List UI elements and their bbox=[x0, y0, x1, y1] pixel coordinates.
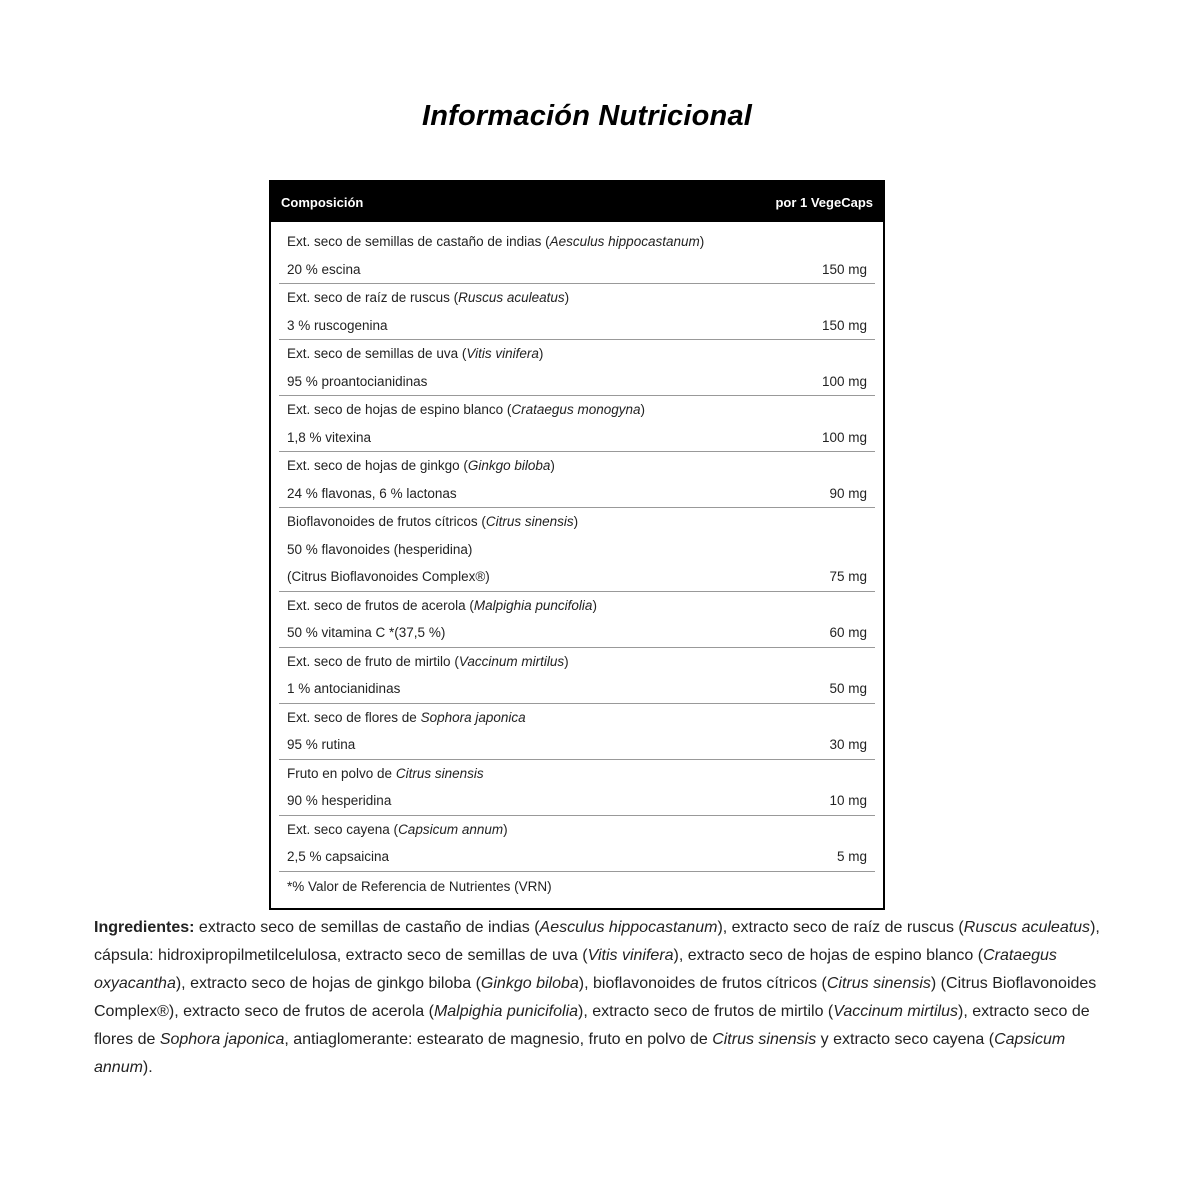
label-text: 24 % flavonas, 6 % lactonas bbox=[287, 485, 457, 501]
table-row-line bbox=[279, 704, 875, 732]
latin-name: Crataegus oxyacantha bbox=[94, 947, 1057, 992]
ingredients-text: ), bioflavonoides de frutos cítricos ( bbox=[578, 975, 827, 992]
table-row-line bbox=[279, 368, 875, 396]
ingredients-label: Ingredientes: bbox=[94, 919, 195, 936]
label-text: 50 % flavonoides (hesperidina) bbox=[287, 541, 473, 557]
latin-name: Capsicum annum bbox=[94, 1031, 1066, 1076]
table-row-line bbox=[279, 284, 875, 312]
label-text: 1,8 % vitexina bbox=[287, 429, 372, 445]
label-text: ) bbox=[503, 821, 508, 837]
table-row-line bbox=[279, 228, 875, 256]
label-text: Ext. seco de flores de bbox=[287, 709, 421, 725]
label-text: ) bbox=[699, 234, 705, 250]
label-text: 2,5 % capsaicina bbox=[287, 849, 390, 865]
latin-name: Ginkgo biloba bbox=[480, 975, 579, 992]
label-text: ) bbox=[573, 514, 579, 530]
label-text: ) bbox=[640, 402, 645, 418]
ingredient-label bbox=[287, 598, 597, 613]
label-text: 95 % rutina bbox=[287, 737, 356, 753]
label-text: ) bbox=[592, 597, 597, 613]
table-row-line bbox=[279, 508, 875, 536]
ingredient-label bbox=[287, 822, 508, 837]
page-title: Información Nutricional bbox=[421, 100, 753, 132]
ingredient-label bbox=[287, 346, 543, 361]
ingredients-text: ), extracto seco de frutos de mirtilo ( bbox=[578, 1003, 834, 1020]
amount-value: 100 mg bbox=[821, 373, 867, 389]
per-unit-header: por 1 VegeCaps bbox=[775, 194, 873, 210]
ingredient-label bbox=[287, 486, 457, 501]
table-row-line bbox=[279, 536, 875, 564]
label-text: Ext. seco de raíz de ruscus ( bbox=[287, 290, 459, 306]
label-text: Ext. seco de semillas de uva ( bbox=[287, 346, 467, 362]
latin-name: Aesculus hippocastanum bbox=[539, 919, 718, 936]
table-row bbox=[279, 340, 875, 396]
table-row bbox=[279, 704, 875, 760]
ingredient-label bbox=[287, 681, 400, 696]
latin-name: Sophora japonica bbox=[420, 709, 526, 725]
table-row-line bbox=[279, 731, 875, 759]
amount-value: 150 mg bbox=[821, 261, 867, 277]
ingredient-label bbox=[287, 514, 578, 529]
latin-name: Sophora japonica bbox=[159, 1031, 285, 1048]
label-text: 95 % proantocianidinas bbox=[287, 373, 428, 389]
table-row-line bbox=[279, 256, 875, 284]
table-row-line bbox=[279, 452, 875, 480]
table-row-line bbox=[279, 760, 875, 788]
label-text: Ext. seco de hojas de ginkgo ( bbox=[287, 458, 468, 474]
latin-name: Ruscus aculeatus bbox=[963, 919, 1091, 936]
amount-value: 50 mg bbox=[829, 681, 867, 697]
label-text: Ext. seco de fruto de mirtilo ( bbox=[287, 653, 459, 669]
label-text: 50 % vitamina C *(37,5 %) bbox=[287, 625, 446, 641]
latin-name: Vaccinum mirtilus bbox=[458, 653, 565, 669]
ingredient-label bbox=[287, 625, 445, 640]
table-body bbox=[271, 222, 883, 872]
ingredient-label bbox=[287, 766, 484, 781]
latin-name: Vaccinum mirtilus bbox=[833, 1003, 958, 1020]
label-text: ) bbox=[550, 458, 555, 474]
ingredient-label bbox=[287, 849, 389, 864]
ingredient-label bbox=[287, 654, 569, 669]
label-text: Ext. seco de semillas de castaño de indias ( bbox=[287, 234, 550, 250]
latin-name: Vitis vinifera bbox=[587, 947, 674, 964]
ingredient-label bbox=[287, 458, 555, 473]
label-text: 20 % escina bbox=[287, 261, 361, 277]
ingredient-label bbox=[287, 262, 361, 277]
ingredients-text: extracto seco de semillas de castaño de indias ( bbox=[198, 919, 540, 936]
label-text: ) bbox=[538, 346, 544, 362]
table-row-line bbox=[279, 787, 875, 815]
table-row-line bbox=[279, 592, 875, 620]
table-row-line bbox=[279, 563, 875, 591]
latin-name: Aesculus hippocastanum bbox=[549, 234, 700, 250]
amount-value: 10 mg bbox=[829, 793, 867, 809]
latin-name: Crataegus monogyna bbox=[511, 402, 641, 418]
ingredients-text: ), extracto seco de hojas de ginkgo biloba ( bbox=[175, 975, 481, 992]
ingredient-label bbox=[287, 710, 526, 725]
label-text: 90 % hesperidina bbox=[287, 793, 392, 809]
latin-name: Citrus sinensis bbox=[485, 514, 574, 530]
table-row bbox=[279, 648, 875, 704]
label-text: (Citrus Bioflavonoides Complex®) bbox=[287, 569, 490, 585]
table-row-line bbox=[279, 340, 875, 368]
amount-value: 150 mg bbox=[821, 317, 867, 333]
table-footnote: *% Valor de Referencia de Nutrientes (VRN) bbox=[287, 879, 552, 894]
ingredient-label bbox=[287, 402, 645, 417]
latin-name: Citrus sinensis bbox=[826, 975, 931, 992]
latin-name: Ruscus aculeatus bbox=[458, 290, 565, 306]
ingredient-label bbox=[287, 569, 490, 584]
table-row-line bbox=[279, 480, 875, 508]
label-text: ) bbox=[564, 290, 570, 306]
latin-name: Citrus sinensis bbox=[712, 1031, 817, 1048]
table-header bbox=[271, 182, 883, 222]
table-row-line bbox=[279, 675, 875, 703]
label-text: 1 % antocianidinas bbox=[287, 681, 401, 697]
amount-value: 100 mg bbox=[821, 429, 867, 445]
ingredient-label bbox=[287, 374, 427, 389]
table-row-line bbox=[279, 424, 875, 452]
ingredients-text: ), extracto seco de hojas de espino blanco ( bbox=[673, 947, 984, 964]
table-row bbox=[279, 228, 875, 284]
table-row-line bbox=[279, 312, 875, 340]
amount-value: 75 mg bbox=[829, 569, 867, 585]
amount-value: 60 mg bbox=[829, 625, 867, 641]
label-text: 3 % ruscogenina bbox=[287, 317, 388, 333]
latin-name: Ginkgo biloba bbox=[467, 458, 551, 474]
ingredients-text: ). bbox=[142, 1059, 153, 1076]
amount-value: 90 mg bbox=[829, 485, 867, 501]
latin-name: Citrus sinensis bbox=[395, 765, 484, 781]
label-text: Ext. seco cayena ( bbox=[287, 821, 399, 837]
table-row bbox=[279, 396, 875, 452]
table-row-line bbox=[279, 619, 875, 647]
latin-name: Malpighia punicifolia bbox=[433, 1003, 579, 1020]
table-row bbox=[279, 284, 875, 340]
latin-name: Capsicum annum bbox=[398, 821, 504, 837]
label-text: ) bbox=[564, 653, 569, 669]
latin-name: Malpighia puncifolia bbox=[473, 597, 593, 613]
ingredient-label bbox=[287, 318, 388, 333]
ingredient-label bbox=[287, 234, 704, 249]
table-row bbox=[279, 508, 875, 592]
label-text: Ext. seco de hojas de espino blanco ( bbox=[287, 402, 512, 418]
amount-value: 30 mg bbox=[829, 737, 867, 753]
table-row bbox=[279, 816, 875, 872]
ingredient-label bbox=[287, 290, 569, 305]
ingredient-label bbox=[287, 430, 371, 445]
table-row bbox=[279, 452, 875, 508]
table-row-line bbox=[279, 396, 875, 424]
amount-value: 5 mg bbox=[836, 849, 867, 865]
label-text: Bioflavonoides de frutos cítricos ( bbox=[287, 514, 486, 530]
table-row-line bbox=[279, 648, 875, 676]
ingredients-text: , antiaglomerante: estearato de magnesio, fruto en polvo de bbox=[284, 1031, 713, 1048]
ingredients-text: y extracto seco cayena ( bbox=[816, 1031, 995, 1048]
label-text: Ext. seco de frutos de acerola ( bbox=[287, 597, 474, 613]
table-row-line bbox=[279, 843, 875, 871]
ingredients-text: ), extracto seco de raíz de ruscus ( bbox=[717, 919, 964, 936]
composition-header: Composición bbox=[281, 194, 364, 210]
table-row bbox=[279, 592, 875, 648]
nutrition-table bbox=[269, 180, 885, 910]
table-row bbox=[279, 760, 875, 816]
ingredient-label bbox=[287, 793, 391, 808]
table-row-line bbox=[279, 816, 875, 844]
ingredients-text: ) (Citrus Bioflavonoides Complex®), extracto seco de frutos de acerola ( bbox=[94, 975, 1097, 1020]
ingredient-label bbox=[287, 542, 472, 557]
label-text: Fruto en polvo de bbox=[287, 765, 396, 781]
ingredients-text: ), extracto seco de flores de bbox=[94, 1003, 1090, 1048]
latin-name: Vitis vinifera bbox=[466, 346, 539, 362]
ingredients-paragraph bbox=[94, 914, 1106, 1082]
ingredient-label bbox=[287, 737, 355, 752]
ingredients-text: ), cápsula: hidroxipropilmetilcelulosa, extracto seco de semillas de uva ( bbox=[94, 919, 1100, 964]
